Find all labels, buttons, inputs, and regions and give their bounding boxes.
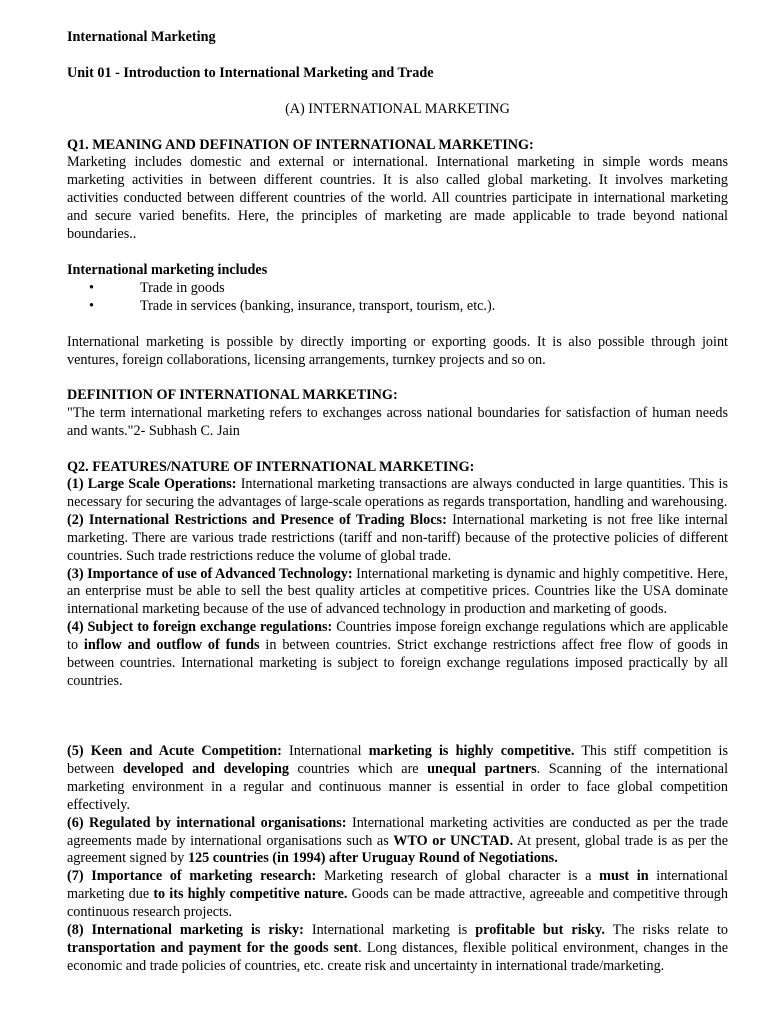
definition-quote: "The term international marketing refers to exchanges across national boundaries for satisfaction of human needs and wants."2- Subhash C. Jain [67, 405, 728, 439]
feature-3-text: International marketing is dynamic and highly competitive. Here, an enterprise must be able to sell the best quality articles at competitive prices. Countries like the USA dominate international marketing because of the use of advanced technology in production and marketing of goods. [67, 565, 729, 618]
unit-title: Unit 01 - Introduction to International Marketing and Trade [67, 65, 434, 81]
feature-6: (6) Regulated by international organisations: International marketing activities are conducted as per the trade agreements made by international organisations such as WTO or UNCTAD. At present, global trade is as per the agreement signed by 125 countries (in 1994) after Uruguay Round of Negotiations. [67, 814, 729, 867]
feature-4-title: (4) Subject to foreign exchange regulations: [67, 619, 333, 636]
feature-2-text: International marketing is not free like internal marketing. There are various trade restrictions (tariff and non-tariff) because of the protective policies of different countries. Such trade restrictions reduce the volume of global trade. [67, 511, 728, 564]
includes-heading: International marketing includes [67, 262, 268, 278]
feature-2 [67, 512, 728, 566]
course-title: International Marketing [67, 29, 216, 45]
features-block-2 [67, 743, 728, 976]
feature-4: (4) Subject to foreign exchange regulations: Countries impose foreign exchange regulations which are applicable to inflow and outflow of funds in between countries. Strict exchange restrictions affect free flow of goods in between countries. International marketing is subject to foreign exchange regulations imposed practically by all countries. [67, 619, 728, 689]
feature-7-title: (7) Importance of marketing research: [67, 868, 317, 885]
q2-heading: Q2. FEATURES/NATURE OF INTERNATIONAL MARKETING: [67, 459, 475, 475]
feature-5-title: (5) Keen and Acute Competition: [67, 743, 282, 759]
feature-1 [67, 476, 728, 512]
feature-1-title: (1) Large Scale Operations: [67, 476, 237, 492]
q1-heading: Q1. MEANING AND DEFINATION OF INTERNATIONAL MARKETING: [67, 137, 534, 153]
feature-5: (5) Keen and Acute Competition: International marketing is highly competitive. This stiff competition is between developed and developing countries which are unequal partners. Scanning of the international marketing environment in a regular and continuous manner is essential in order to face global competition effectively. [67, 743, 729, 813]
feature-3-title: (3) Importance of use of Advanced Technology: [67, 565, 353, 582]
section-title: (A) INTERNATIONAL MARKETING [285, 101, 510, 117]
feature-6-title: (6) Regulated by international organisations: [67, 814, 347, 831]
list-item: • Trade in goods [67, 280, 728, 298]
feature-1-text: International marketing transactions are always conducted in large quantities. This is necessary for securing the advantages of large-scale operations as regards transportation, handling and warehousing. [67, 476, 728, 510]
definition-heading: DEFINITION OF INTERNATIONAL MARKETING: [67, 387, 398, 403]
possible-paragraph: International marketing is possible by directly importing or exporting goods. It is also possible through joint ventures, foreign collaborations, licensing arrangements, turnkey projects and so on. [67, 334, 728, 368]
feature-8: (8) International marketing is risky: International marketing is profitable but risky. The risks relate to transportation and payment for the goods sent. Long distances, flexible political environment, changes in the economic and trade policies of countries, etc. create risk and uncertainty in international trade/marketing. [67, 922, 728, 974]
feature-7: (7) Importance of marketing research: Marketing research of global character is a must in international marketing due to its highly competitive nature. Goods can be made attractive, agreeable and competitive through continuous research projects. [67, 868, 728, 921]
feature-2-title: (2) International Restrictions and Presence of Trading Blocs: [67, 511, 447, 528]
feature-8-title: (8) International marketing is risky: [67, 922, 304, 939]
q1-body: Marketing includes domestic and external or international. International marketing in simple words means marketing activities in between different countries. It is also called global marketing. It involves marketing activities conducted between different countries of the world. All countries participate in international marketing and secure varied benefits. Here, the principles of marketing are made applicable to trade beyond national boundaries.. [67, 154, 728, 242]
features-block-1 [67, 476, 728, 691]
list-item: • Trade in services (banking, insurance, transport, tourism, etc.). [67, 298, 728, 316]
feature-3 [67, 566, 728, 620]
includes-list [67, 280, 728, 316]
